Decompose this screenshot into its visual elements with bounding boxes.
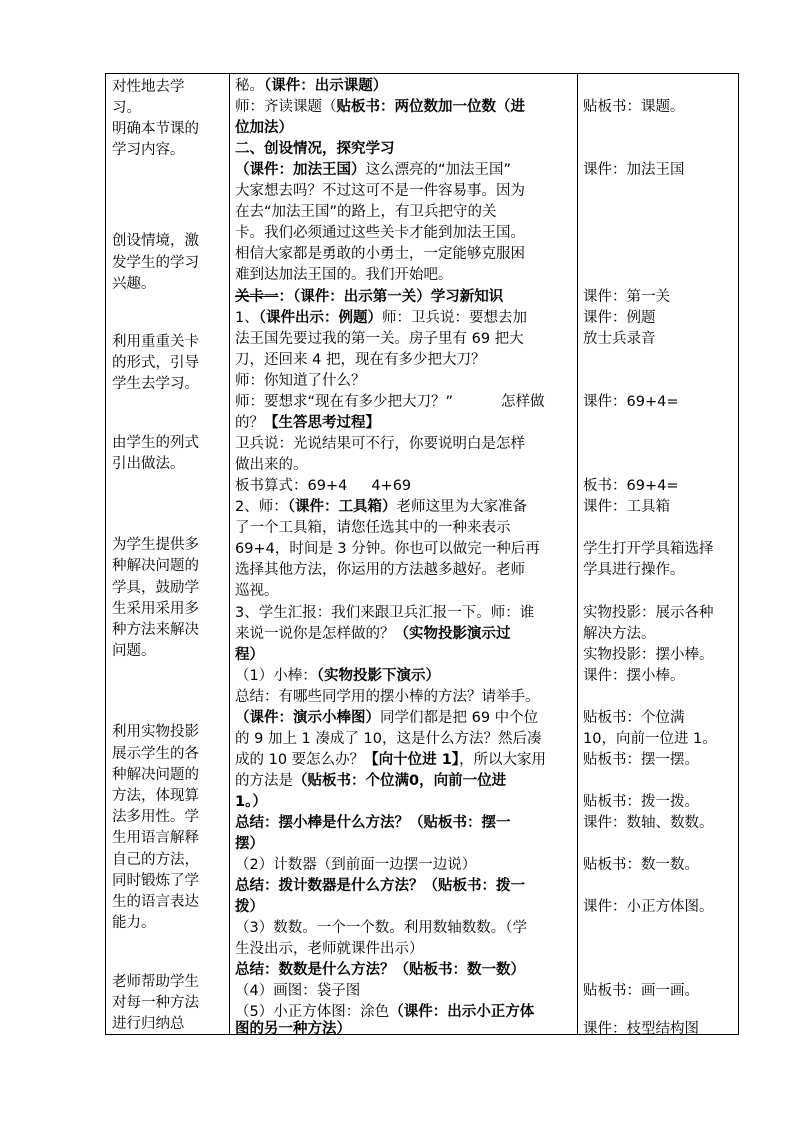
process-line: 2、师：（课件：工具箱）老师这里为大家准备: [235, 499, 527, 515]
media-line: 课件：加法王国: [583, 162, 685, 178]
media-line: 贴板书：个位满: [583, 710, 685, 726]
process-line: 3、学生汇报：我们来跟卫兵汇报一下。师：谁: [235, 605, 535, 621]
media-line: 贴板书：画一画。: [583, 983, 699, 999]
media-line: 课件：例题: [583, 310, 656, 326]
media-line: 放士兵录音: [583, 331, 656, 347]
media-line: 板书：69+4=: [583, 478, 679, 494]
process-line: 生没出示，老师就课件出示）: [235, 941, 424, 957]
media-column: [583, 74, 735, 1037]
media-line: 实物投影：摆小棒。: [583, 647, 714, 663]
purpose-line: 对性地去学: [112, 79, 185, 95]
media-line: 解决方法。: [583, 626, 656, 642]
process-line: 做出来的。: [235, 457, 308, 473]
process-line: （4）画图：袋子图: [235, 983, 361, 999]
column-divider: [577, 74, 578, 1034]
process-line: 拨）: [235, 899, 264, 915]
media-line: 贴板书：课题。: [583, 99, 685, 115]
media-line: 课件：小正方体图。: [583, 899, 714, 915]
process-line: 的 9 加上 1 凑成了 10，这是什么方法？然后凑: [235, 731, 542, 747]
purpose-line: 生用语言解释: [112, 830, 199, 846]
purpose-line: 创设情境，激: [112, 233, 199, 249]
process-line: 的方法是（贴板书：个位满0，向前一位进: [235, 773, 507, 789]
process-line: 师：要想求“现在有多少把大刀？” 怎样做: [235, 394, 545, 410]
purpose-line: 兴趣。: [112, 276, 156, 292]
purpose-line: 学习内容。: [112, 142, 185, 158]
media-line: 课件：摆小棒。: [583, 668, 685, 684]
purpose-line: 自己的方法，: [112, 852, 199, 868]
purpose-line: 引出做法。: [112, 456, 185, 472]
purpose-line: 学生去学习。: [112, 376, 199, 392]
media-line: 学具进行操作。: [583, 562, 685, 578]
media-line: 贴板书：数一数。: [583, 857, 699, 873]
process-line: 1。）: [235, 794, 267, 810]
section-heading: 关卡一：（课件：出示第一关）学习新知识: [235, 289, 504, 305]
process-line: （课件：加法王国）这么漂亮的“加法王国”: [235, 162, 512, 178]
process-line: 69+4，时间是 3 分钟。你也可以做完一种后再: [235, 541, 540, 557]
column-divider: [229, 74, 230, 1034]
purpose-line: 方法，体现算: [112, 788, 199, 804]
lesson-plan-table: [105, 73, 739, 1035]
process-line: 1、（课件出示：例题）师：卫兵说：要想去加: [235, 310, 527, 326]
purpose-line: 利用重重关卡: [112, 334, 199, 350]
process-line: 图的另一种方法）: [235, 1021, 351, 1037]
section-heading: 二、创设情况，探究学习: [235, 141, 395, 157]
purpose-line: 习。: [112, 100, 141, 116]
purpose-line: 学具，鼓励学: [112, 580, 199, 596]
process-line: 巡视。: [235, 583, 279, 599]
process-line: 了一个工具箱，请您任选其中的一种来表示: [235, 520, 511, 536]
process-line: 摆）: [235, 836, 264, 852]
process-line: （2）计数器（到前面一边摆一边说）: [235, 857, 477, 873]
purpose-line: 种解决问题的: [112, 558, 199, 574]
process-line: 秘。（课件：出示课题）: [235, 78, 388, 94]
process-line: 板书算式：69+4 4+69: [235, 478, 412, 494]
purpose-line: 为学生提供多: [112, 537, 199, 553]
process-line: 的？【生答思考过程】: [235, 415, 380, 431]
process-line: 选择其他方法，你运用的方法越多越好。老师: [235, 562, 525, 578]
process-line: 卫兵说：光说结果可不行，你要说明白是怎样: [235, 436, 525, 452]
purpose-line: 问题。: [112, 643, 156, 659]
purpose-line: 种解决问题的: [112, 767, 199, 783]
process-line: 大家想去吗？不过这可不是一件容易事。因为: [235, 183, 525, 199]
process-line: 总结：拨计数器是什么方法？（贴板书：拨一: [235, 878, 525, 894]
process-line: 师：齐读课题（贴板书：两位数加一位数（进: [235, 99, 525, 115]
purpose-line: 展示学生的各: [112, 746, 199, 762]
purpose-line: 同时锻炼了学: [112, 873, 199, 889]
media-line: 课件：枝型结构图: [583, 1021, 699, 1037]
purpose-line: 的形式，引导: [112, 355, 199, 371]
process-line: 来说一说你是怎样做的？（实物投影演示过: [235, 626, 511, 642]
media-line: 实物投影：展示各种: [583, 605, 714, 621]
purpose-line: 生的语言表达: [112, 894, 199, 910]
purpose-line: 能力。: [112, 915, 156, 931]
purpose-column: [112, 74, 226, 1034]
purpose-line: 种方法来解决: [112, 622, 199, 638]
process-line: 难到达加法王国的。我们开始吧。: [235, 267, 453, 283]
media-line: 课件：数轴、数数。: [583, 815, 714, 831]
process-line: 程）: [235, 647, 264, 663]
media-line: 课件：工具箱: [583, 499, 670, 515]
process-line: （课件：演示小棒图）同学们都是把 69 中个位: [235, 710, 539, 726]
purpose-line: 由学生的列式: [112, 435, 199, 451]
process-line: 在去“加法王国”的路上，有卫兵把守的关: [235, 204, 497, 220]
process-line: 位加法）: [235, 120, 293, 136]
media-line: 课件：69+4=: [583, 394, 679, 410]
purpose-line: 老师帮助学生: [112, 974, 199, 990]
purpose-line: 对每一种方法: [112, 995, 199, 1011]
process-line: 法王国先要过我的第一关。房子里有 69 把大: [235, 331, 524, 347]
media-line: 贴板书：拨一拨。: [583, 794, 699, 810]
purpose-line: 明确本节课的: [112, 121, 199, 137]
process-line: 总结：摆小棒是什么方法？（贴板书：摆一: [235, 815, 511, 831]
process-line: 刀，还回来 4 把，现在有多少把大刀？: [235, 352, 486, 368]
purpose-line: 生采用采用多: [112, 601, 199, 617]
purpose-line: 发学生的学习: [112, 255, 199, 271]
purpose-line: 进行归纳总: [112, 1016, 185, 1032]
process-column: [235, 74, 575, 1037]
process-line: （5）小正方体图：涂色（课件：出示小正方体: [235, 1004, 535, 1020]
purpose-line: 利用实物投影: [112, 724, 199, 740]
process-line: 卡。我们必须通过这些关卡才能到加法王国。: [235, 225, 525, 241]
process-line: （3）数数。一个一个数。利用数轴数数。（学: [235, 920, 527, 936]
process-line: 师：你知道了什么？: [235, 373, 366, 389]
media-line: 课件：第一关: [583, 289, 670, 305]
process-line: 相信大家都是勇敢的小勇士，一定能够克服困: [235, 246, 525, 262]
purpose-line: 法多用性。学: [112, 809, 199, 825]
media-line: 学生打开学具箱选择: [583, 541, 714, 557]
media-line: 10，向前一位进 1。: [583, 731, 717, 747]
process-line: 总结：有哪些同学用的摆小棒的方法？请举手。: [235, 689, 540, 705]
process-line: 成的 10 要怎么办？【向十位进 1】，所以大家用: [235, 752, 547, 768]
process-line: 总结：数数是什么方法？（贴板书：数一数）: [235, 962, 525, 978]
media-line: 贴板书：摆一摆。: [583, 752, 699, 768]
process-line: （1）小棒：（实物投影下演示）: [235, 668, 440, 684]
